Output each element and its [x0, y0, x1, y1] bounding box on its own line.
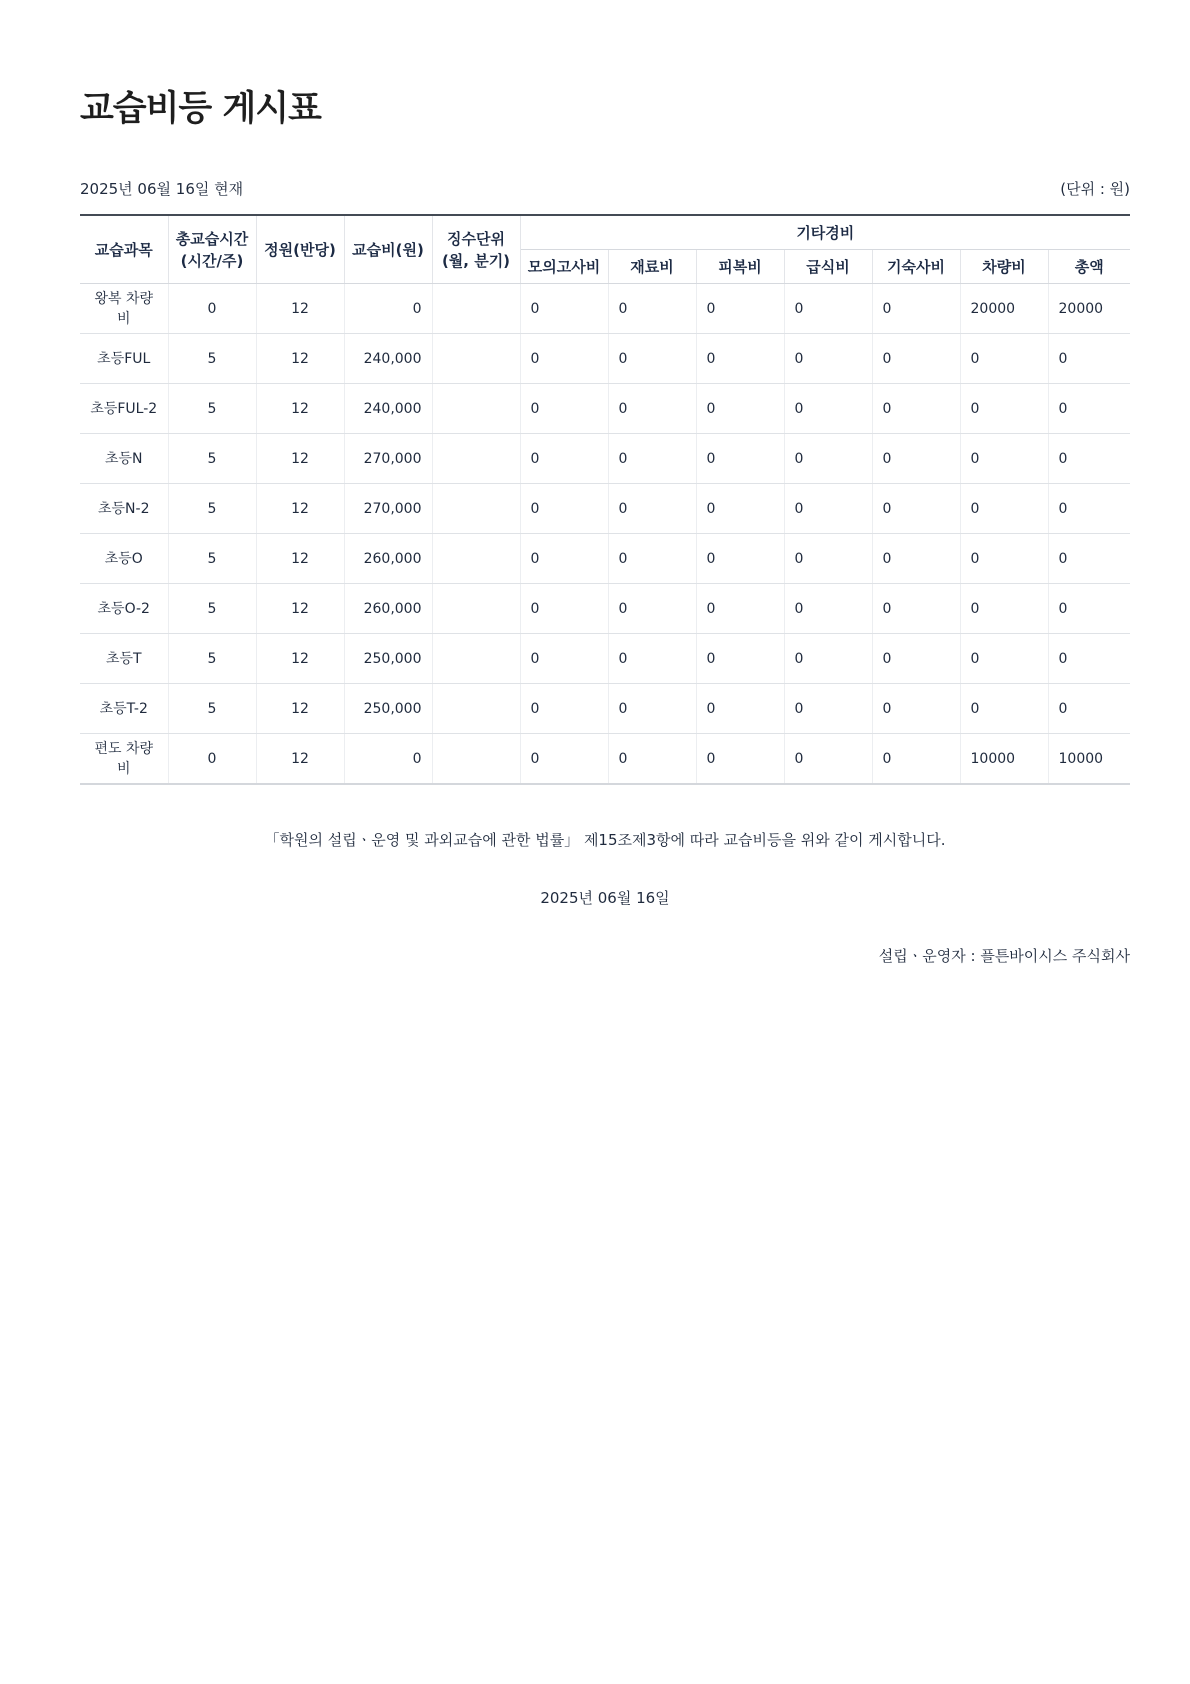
cell-dormitory: 0: [872, 434, 960, 484]
cell-materials: 0: [608, 684, 696, 734]
cell-materials: 0: [608, 484, 696, 534]
cell-hours: 5: [168, 384, 256, 434]
cell-dormitory: 0: [872, 684, 960, 734]
cell-collection-unit: [432, 684, 520, 734]
cell-mock-exam: 0: [520, 584, 608, 634]
page-title: 교습비등 게시표: [80, 89, 321, 129]
cell-hours: 5: [168, 584, 256, 634]
cell-dormitory: 0: [872, 384, 960, 434]
cell-mock-exam: 0: [520, 284, 608, 334]
cell-mock-exam: 0: [520, 534, 608, 584]
cell-meals: 0: [784, 434, 872, 484]
cell-hours: 5: [168, 534, 256, 584]
cell-total: 0: [1048, 434, 1130, 484]
cell-capacity: 12: [256, 534, 344, 584]
header-tuition: 교습비(원): [344, 215, 432, 284]
cell-collection-unit: [432, 634, 520, 684]
cell-materials: 0: [608, 384, 696, 434]
header-vehicle: 차량비: [960, 250, 1048, 284]
cell-mock-exam: 0: [520, 384, 608, 434]
fee-notice-document: [80, 70, 1130, 967]
cell-mock-exam: 0: [520, 484, 608, 534]
cell-hours: 0: [168, 734, 256, 785]
header-meals: 급식비: [784, 250, 872, 284]
as-of-date: 2025년 06월 16일 현재: [80, 180, 244, 198]
cell-collection-unit: [432, 334, 520, 384]
header-other-expenses: 기타경비: [520, 215, 1130, 250]
header-clothing: 피복비: [696, 250, 784, 284]
cell-capacity: 12: [256, 284, 344, 334]
table-row: [80, 634, 1130, 684]
legal-notice: 「학원의 설립ㆍ운영 및 과외교습에 관한 법률」 제15조제3항에 따라 교습비등을 위와 같이 게시합니다.: [264, 831, 946, 849]
header-collection-unit: 징수단위 (월, 분기): [432, 215, 520, 284]
cell-clothing: 0: [696, 634, 784, 684]
cell-tuition: 0: [344, 734, 432, 785]
table-row: [80, 284, 1130, 334]
cell-tuition: 250,000: [344, 684, 432, 734]
table-row: [80, 334, 1130, 384]
cell-meals: 0: [784, 634, 872, 684]
header-total-hours: [168, 215, 256, 284]
cell-vehicle: 0: [960, 634, 1048, 684]
cell-vehicle: 20000: [960, 284, 1048, 334]
cell-tuition: 240,000: [344, 384, 432, 434]
header-row-top: [80, 215, 1130, 250]
cell-total: 0: [1048, 534, 1130, 584]
cell-collection-unit: [432, 484, 520, 534]
cell-materials: 0: [608, 334, 696, 384]
cell-capacity: 12: [256, 334, 344, 384]
header-dormitory: 기숙사비: [872, 250, 960, 284]
table-row: [80, 434, 1130, 484]
cell-clothing: 0: [696, 484, 784, 534]
cell-vehicle: 0: [960, 434, 1048, 484]
cell-dormitory: 0: [872, 584, 960, 634]
cell-collection-unit: [432, 734, 520, 785]
cell-total: 0: [1048, 334, 1130, 384]
cell-meals: 0: [784, 734, 872, 785]
cell-tuition: 250,000: [344, 634, 432, 684]
cell-meals: 0: [784, 284, 872, 334]
cell-subject: 초등T: [80, 634, 168, 684]
cell-mock-exam: 0: [520, 734, 608, 785]
cell-tuition: 270,000: [344, 434, 432, 484]
cell-dormitory: 0: [872, 484, 960, 534]
cell-dormitory: 0: [872, 284, 960, 334]
cell-capacity: 12: [256, 384, 344, 434]
cell-clothing: 0: [696, 384, 784, 434]
cell-materials: 0: [608, 734, 696, 785]
cell-meals: 0: [784, 334, 872, 384]
operator-info: 설립ㆍ운영자 : 플튼바이시스 주식회사: [878, 947, 1130, 965]
table-row: [80, 484, 1130, 534]
cell-subject: 편도 차량비: [80, 734, 168, 785]
cell-meals: 0: [784, 534, 872, 584]
cell-total: 0: [1048, 584, 1130, 634]
cell-meals: 0: [784, 684, 872, 734]
cell-materials: 0: [608, 434, 696, 484]
cell-total: 20000: [1048, 284, 1130, 334]
cell-capacity: 12: [256, 684, 344, 734]
cell-capacity: 12: [256, 484, 344, 534]
header-capacity: 정원(반당): [256, 215, 344, 284]
footer-date: 2025년 06월 16일: [540, 889, 670, 907]
cell-tuition: 260,000: [344, 584, 432, 634]
cell-capacity: 12: [256, 434, 344, 484]
cell-mock-exam: 0: [520, 684, 608, 734]
cell-dormitory: 0: [872, 334, 960, 384]
cell-dormitory: 0: [872, 634, 960, 684]
cell-subject: 초등N-2: [80, 484, 168, 534]
cell-tuition: 240,000: [344, 334, 432, 384]
cell-vehicle: 0: [960, 334, 1048, 384]
cell-capacity: 12: [256, 634, 344, 684]
cell-clothing: 0: [696, 434, 784, 484]
cell-hours: 5: [168, 434, 256, 484]
cell-hours: 0: [168, 284, 256, 334]
cell-materials: 0: [608, 284, 696, 334]
header-total-hours-label: 총교습시간 (시간/주): [175, 229, 249, 270]
cell-subject: 왕복 차량비: [80, 284, 168, 334]
cell-meals: 0: [784, 384, 872, 434]
cell-total: 0: [1048, 684, 1130, 734]
cell-vehicle: 0: [960, 484, 1048, 534]
cell-subject: 초등FUL: [80, 334, 168, 384]
cell-clothing: 0: [696, 734, 784, 785]
cell-subject: 초등O: [80, 534, 168, 584]
cell-meals: 0: [784, 484, 872, 534]
cell-total: 0: [1048, 384, 1130, 434]
cell-materials: 0: [608, 584, 696, 634]
cell-clothing: 0: [696, 334, 784, 384]
cell-total: 0: [1048, 634, 1130, 684]
cell-hours: 5: [168, 634, 256, 684]
cell-collection-unit: [432, 384, 520, 434]
cell-total: 0: [1048, 484, 1130, 534]
fee-table-body: [80, 284, 1130, 785]
cell-capacity: 12: [256, 734, 344, 785]
cell-vehicle: 10000: [960, 734, 1048, 785]
cell-collection-unit: [432, 534, 520, 584]
cell-tuition: 0: [344, 284, 432, 334]
cell-tuition: 260,000: [344, 534, 432, 584]
meta-row: [80, 178, 1130, 200]
cell-collection-unit: [432, 284, 520, 334]
cell-vehicle: 0: [960, 534, 1048, 584]
header-total: 총액: [1048, 250, 1130, 284]
unit-label: (단위 : 원): [1060, 180, 1130, 198]
cell-hours: 5: [168, 484, 256, 534]
cell-dormitory: 0: [872, 734, 960, 785]
cell-hours: 5: [168, 684, 256, 734]
cell-hours: 5: [168, 334, 256, 384]
cell-subject: 초등T-2: [80, 684, 168, 734]
cell-tuition: 270,000: [344, 484, 432, 534]
cell-collection-unit: [432, 434, 520, 484]
cell-vehicle: 0: [960, 584, 1048, 634]
cell-vehicle: 0: [960, 684, 1048, 734]
cell-total: 10000: [1048, 734, 1130, 785]
table-row: [80, 734, 1130, 785]
cell-subject: 초등N: [80, 434, 168, 484]
header-subject: 교습과목: [80, 215, 168, 284]
cell-clothing: 0: [696, 534, 784, 584]
table-row: [80, 584, 1130, 634]
table-row: [80, 684, 1130, 734]
cell-collection-unit: [432, 584, 520, 634]
table-row: [80, 534, 1130, 584]
cell-vehicle: 0: [960, 384, 1048, 434]
cell-mock-exam: 0: [520, 634, 608, 684]
cell-subject: 초등O-2: [80, 584, 168, 634]
cell-materials: 0: [608, 534, 696, 584]
header-materials: 재료비: [608, 250, 696, 284]
cell-capacity: 12: [256, 584, 344, 634]
cell-clothing: 0: [696, 584, 784, 634]
header-mock-exam: 모의고사비: [520, 250, 608, 284]
cell-mock-exam: 0: [520, 334, 608, 384]
fee-table: [80, 214, 1130, 785]
table-row: [80, 384, 1130, 434]
cell-subject: 초등FUL-2: [80, 384, 168, 434]
cell-clothing: 0: [696, 284, 784, 334]
cell-meals: 0: [784, 584, 872, 634]
cell-dormitory: 0: [872, 534, 960, 584]
cell-clothing: 0: [696, 684, 784, 734]
cell-materials: 0: [608, 634, 696, 684]
cell-mock-exam: 0: [520, 434, 608, 484]
